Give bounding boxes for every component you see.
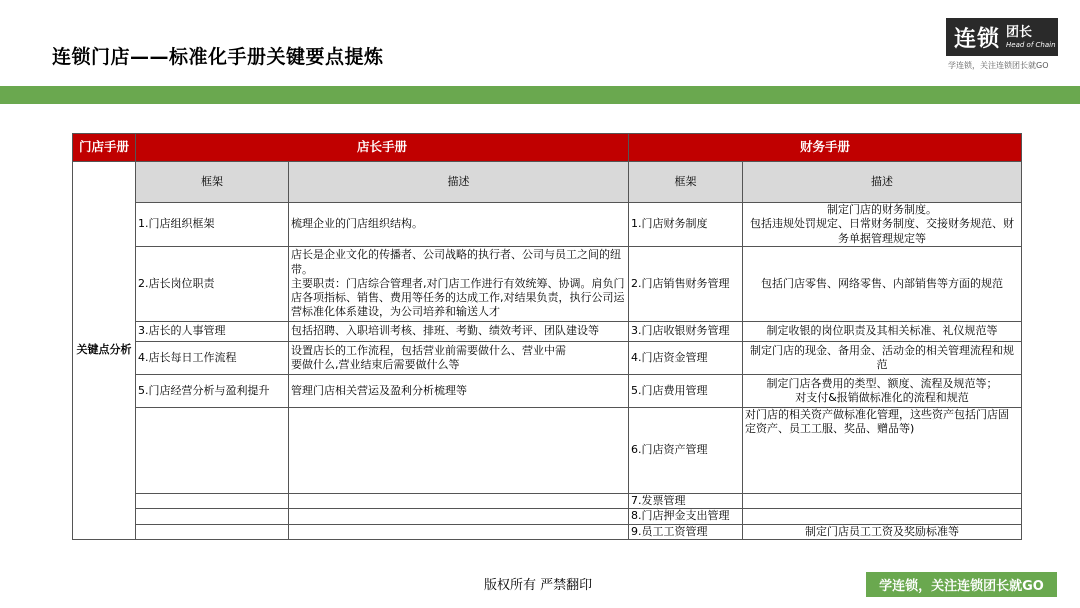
header-manager-handbook: 店长手册 xyxy=(136,134,629,162)
manager-framework-cell: 2.店长岗位职责 xyxy=(136,247,289,322)
handbook-table xyxy=(72,133,1022,540)
manager-description-cell: 梳理企业的门店组织结构。 xyxy=(289,203,629,247)
table-row xyxy=(73,322,1022,342)
manager-framework-cell: 1.门店组织框架 xyxy=(136,203,289,247)
finance-description-cell: 制定门店员工工资及奖励标准等 xyxy=(743,524,1022,539)
brand-logo xyxy=(946,18,1058,56)
header-store-handbook: 门店手册 xyxy=(73,134,136,162)
side-label-key-points: 关键点分析 xyxy=(73,162,136,540)
table-subheader-row xyxy=(73,162,1022,203)
table-row xyxy=(73,375,1022,408)
table-row xyxy=(73,408,1022,494)
table-row xyxy=(73,509,1022,524)
finance-framework-cell: 5.门店费用管理 xyxy=(629,375,743,408)
page-title: 连锁门店——标准化手册关键要点提炼 xyxy=(52,46,384,68)
manager-description-cell xyxy=(289,408,629,494)
finance-description-cell: 制定门店的现金、备用金、活动金的相关管理流程和规范 xyxy=(743,342,1022,375)
table-row xyxy=(73,247,1022,322)
table-row xyxy=(73,524,1022,539)
manager-framework-cell: 4.店长每日工作流程 xyxy=(136,342,289,375)
finance-framework-cell: 2.门店销售财务管理 xyxy=(629,247,743,322)
table-header-row xyxy=(73,134,1022,162)
manager-framework-cell xyxy=(136,408,289,494)
header-divider-bar xyxy=(0,86,1080,104)
manager-framework-cell: 3.店长的人事管理 xyxy=(136,322,289,342)
manager-framework-cell xyxy=(136,494,289,509)
finance-description-cell xyxy=(743,494,1022,509)
finance-description-cell: 对门店的相关资产做标准化管理，这些资产包括门店固定资产、员工工服、奖品、赠品等) xyxy=(743,408,1022,494)
manager-framework-cell: 5.门店经营分析与盈利提升 xyxy=(136,375,289,408)
manager-description-cell: 包括招聘、入职培训考核、排班、考勤、绩效考评、团队建设等 xyxy=(289,322,629,342)
finance-description-cell: 制定门店各费用的类型、额度、流程及规范等； 对支付&报销做标准化的流程和规范 xyxy=(743,375,1022,408)
finance-framework-cell: 7.发票管理 xyxy=(629,494,743,509)
subheader-framework: 框架 xyxy=(136,162,289,203)
manager-description-cell: 设置店长的工作流程，包括营业前需要做什么、营业中需 要做什么,营业结束后需要做什么等 xyxy=(289,342,629,375)
footer-cta-banner: 学连锁，关注连锁团长就GO xyxy=(866,572,1057,597)
finance-framework-cell: 9.员工工资管理 xyxy=(629,524,743,539)
subheader-description: 描述 xyxy=(289,162,629,203)
manager-description-cell: 管理门店相关营运及盈利分析梳理等 xyxy=(289,375,629,408)
header-finance-handbook: 财务手册 xyxy=(629,134,1022,162)
manager-description-cell xyxy=(289,524,629,539)
table-row xyxy=(73,203,1022,247)
finance-framework-cell: 8.门店押金支出管理 xyxy=(629,509,743,524)
finance-description-cell: 制定收银的岗位职责及其相关标准、礼仪规范等 xyxy=(743,322,1022,342)
logo-main-text: 连锁 xyxy=(954,26,1001,52)
finance-description-cell: 制定门店的财务制度。 包括违规处罚规定、日常财务制度、交接财务规范、财务单据管理规定等 xyxy=(743,203,1022,247)
logo-side xyxy=(1006,26,1056,49)
finance-framework-cell: 1.门店财务制度 xyxy=(629,203,743,247)
subheader-description: 描述 xyxy=(743,162,1022,203)
finance-description-cell: 包括门店零售、网络零售、内部销售等方面的规范 xyxy=(743,247,1022,322)
finance-framework-cell: 6.门店资产管理 xyxy=(629,408,743,494)
logo-slogan: 学连锁，关注连锁团长就GO xyxy=(948,61,1049,70)
finance-framework-cell: 4.门店资金管理 xyxy=(629,342,743,375)
subheader-framework: 框架 xyxy=(629,162,743,203)
manager-description-cell: 店长是企业文化的传播者、公司战略的执行者、公司与员工之间的纽带。 主要职责：门店综合管理者,对门店工作进行有效统筹、协调。肩负门店各项指标、销售、费用等任务的达成工作,对结果负责，执行公司运营标准化体系建设，为公司培养和输送人才 xyxy=(289,247,629,322)
manager-framework-cell xyxy=(136,524,289,539)
table-row xyxy=(73,342,1022,375)
finance-description-cell xyxy=(743,509,1022,524)
manager-description-cell xyxy=(289,509,629,524)
finance-framework-cell: 3.门店收银财务管理 xyxy=(629,322,743,342)
copyright-notice: 版权所有 严禁翻印 xyxy=(484,578,593,593)
table-row xyxy=(73,494,1022,509)
logo-side-bottom: Head of Chain xyxy=(1006,40,1056,49)
logo-side-top: 团长 xyxy=(1006,24,1033,40)
manager-description-cell xyxy=(289,494,629,509)
manager-framework-cell xyxy=(136,509,289,524)
